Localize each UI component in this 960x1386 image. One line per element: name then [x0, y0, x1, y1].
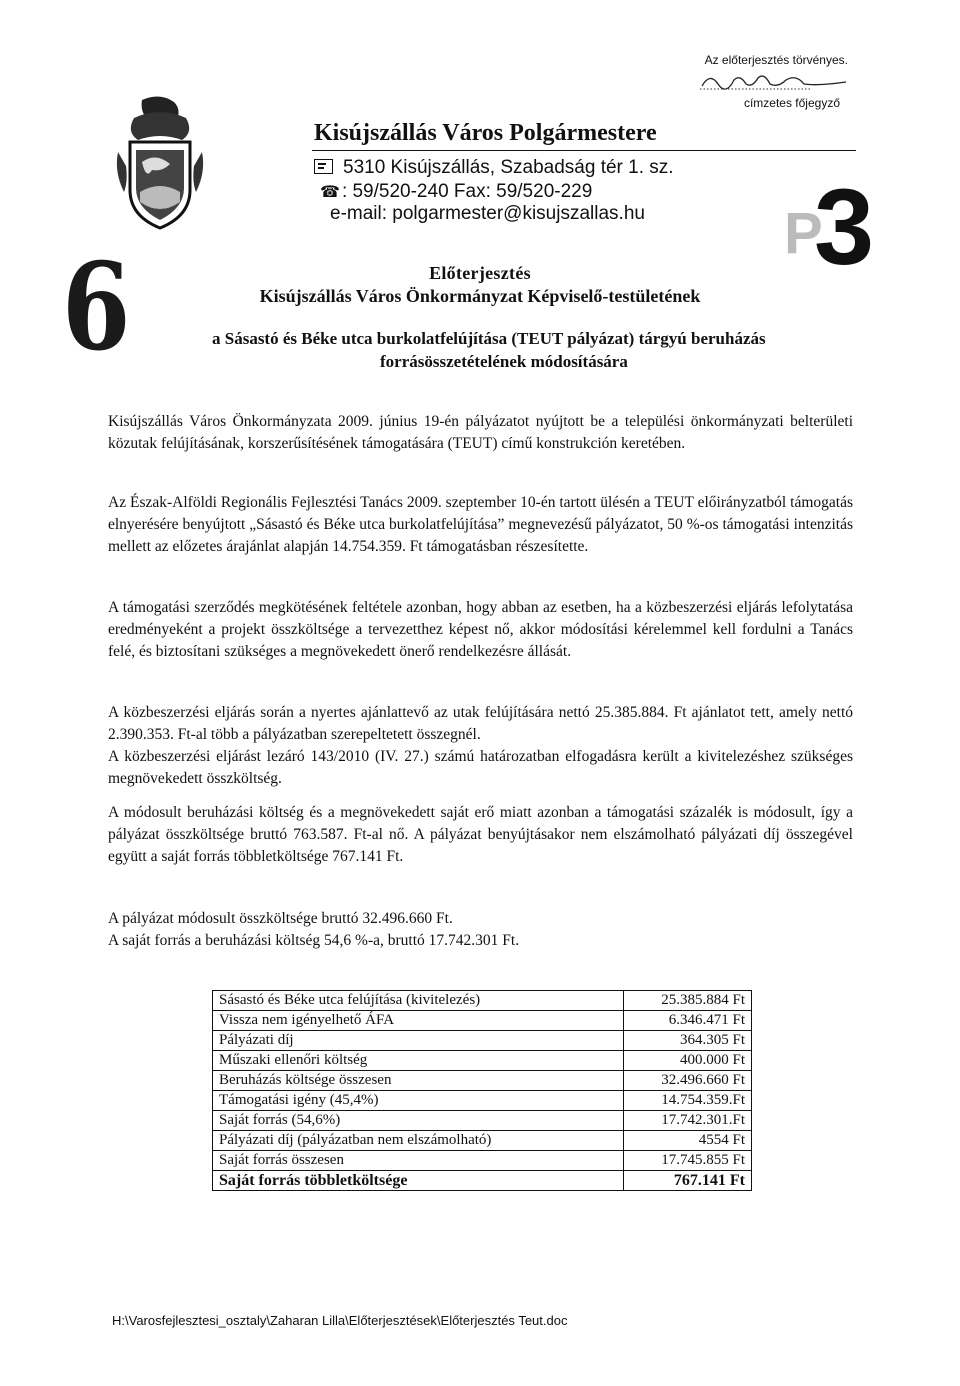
document-type-heading: Előterjesztés — [429, 263, 531, 283]
corner-mark — [784, 166, 894, 287]
table-row — [213, 1031, 752, 1051]
addressee-heading: Kisújszállás Város Önkormányzat Képviselő-testületének — [259, 286, 701, 306]
table-row — [213, 1171, 752, 1191]
paragraph-procurement-offer: A közbeszerzési eljárás során a nyertes ajánlattevő az utak felújítására nettó 25.385.884. Ft ajánlatot tett, amely nettó 2.390.353. Ft-al több a pályázatban szerepeltetett összegnél. — [108, 704, 853, 743]
row-label: Saját forrás többletköltsége — [213, 1171, 624, 1191]
cost-summary-table — [212, 990, 752, 1191]
table-row — [213, 1011, 752, 1031]
row-value: 17.745.855 Ft — [624, 1151, 752, 1171]
table-row — [213, 991, 752, 1011]
row-label: Vissza nem igényelhető ÁFA — [213, 1011, 624, 1031]
row-label: Pályázati díj (pályázatban nem elszámolható) — [213, 1131, 624, 1151]
paragraph-application: Kisújszállás Város Önkormányzata 2009. június 19-én pályázatot nyújtott be a települési önkormányzati belterületi közutak felújításának, korszerűsítésének támogatására (TEUT) című konstrukción keretében. — [108, 413, 853, 452]
agenda-item-number: 6 — [62, 237, 131, 378]
row-value: 364.305 Ft — [624, 1031, 752, 1051]
table-row — [213, 1091, 752, 1111]
table-row — [213, 1051, 752, 1071]
paragraph-totals — [108, 908, 853, 952]
table-row — [213, 1151, 752, 1171]
paragraph-modified-cost: A módosult beruházási költség és a megnövekedett saját erő miatt azonban a támogatási százalék is módosult, így a pályázat összköltsége bruttó 763.587. Ft-al nő. A pályázat benyújtásakor nem elszámolható pályázati díj összegével együtt a saját forrás többletköltsége 767.141 Ft. — [108, 804, 853, 865]
row-value: 32.496.660 Ft — [624, 1071, 752, 1091]
row-value: 400.000 Ft — [624, 1051, 752, 1071]
row-value: 6.346.471 Ft — [624, 1011, 752, 1031]
coat-of-arms-icon — [112, 92, 208, 232]
paragraph-procurement-resolution: A közbeszerzési eljárást lezáró 143/2010 (IV. 27.) számú határozatban elfogadásra került a kivitelezéshez szükséges megnövekedett összköltség. — [108, 748, 853, 787]
subject-heading — [212, 327, 852, 373]
row-value: 767.141 Ft — [624, 1171, 752, 1191]
row-label: Pályázati díj — [213, 1031, 624, 1051]
table-row — [213, 1071, 752, 1091]
row-label: Műszaki ellenőri költség — [213, 1051, 624, 1071]
header-divider — [312, 150, 856, 151]
table-row — [213, 1131, 752, 1151]
row-label: Saját forrás összesen — [213, 1151, 624, 1171]
corner-mark-number: 3 — [814, 166, 875, 287]
row-label: Támogatási igény (45,4%) — [213, 1091, 624, 1111]
paragraph-procurement — [108, 702, 853, 790]
email-line: e-mail: polgarmester@kisujszallas.hu — [330, 203, 645, 224]
row-value: 25.385.884 Ft — [624, 991, 752, 1011]
phone-fax-text: : 59/520-240 Fax: 59/520-229 — [341, 181, 593, 202]
row-label: Beruházás költsége összesen — [213, 1071, 624, 1091]
own-funds-line: A saját forrás a beruházási költség 54,6 %-a, bruttó 17.742.301 Ft. — [108, 932, 520, 949]
cost-summary-body — [213, 991, 752, 1191]
row-value: 4554 Ft — [624, 1131, 752, 1151]
total-cost-line: A pályázat módosult összköltsége bruttó 32.496.660 Ft. — [108, 910, 453, 927]
subject-line-1: a Sásastó és Béke utca burkolatfelújítása (TEUT pályázat) tárgyú beruházás — [212, 329, 766, 348]
handwritten-signature — [700, 70, 850, 92]
organization-title: Kisújszállás Város Polgármestere — [314, 120, 657, 146]
legal-approval-note: Az előterjesztés törvényes. — [704, 53, 848, 67]
corner-mark-letter: P — [784, 201, 823, 266]
telephone-icon: ☎ — [320, 184, 340, 201]
paragraph-council-decision: Az Észak-Alföldi Regionális Fejlesztési Tanács 2009. szeptember 10-én tartott ülésén a TEUT előirányzatból támogatás elnyerésére benyújtott „Sásastó és Béke utca burkolatfelújítása” megnevezésű pályázatot, 50 %-os támogatási intenzitás mellett az előzetes árajánlat alapján 14.754.359. Ft támogatásban részesítette. — [108, 494, 853, 555]
envelope-icon — [314, 159, 333, 174]
subject-line-2: forrásösszetételének módosítására — [380, 352, 628, 371]
address-line — [314, 157, 674, 179]
file-path-footer: H:\Varosfejlesztesi_osztaly\Zaharan Lilla\Előterjesztések\Előterjesztés Teut.doc — [112, 1313, 568, 1328]
row-value: 17.742.301.Ft — [624, 1111, 752, 1131]
row-label: Saját forrás (54,6%) — [213, 1111, 624, 1131]
paragraph-contract-condition: A támogatási szerződés megkötésének feltétele azonban, hogy abban az esetben, ha a közbeszerzési eljárás lefolytatása eredményeként a projekt összköltsége a tervezetthez képest nő, akkor módosítási kérelemmel kell fordulni a Tanács felé, és biztosítani szükséges a megnövekedett önerő rendelkezésre állását. — [108, 599, 853, 660]
row-value: 14.754.359.Ft — [624, 1091, 752, 1111]
signature-caption: címzetes főjegyző — [743, 96, 840, 110]
phone-fax-line — [320, 181, 592, 203]
row-label: Sásastó és Béke utca felújítása (kivitelezés) — [213, 991, 624, 1011]
table-row — [213, 1111, 752, 1131]
address-text: 5310 Kisújszállás, Szabadság tér 1. sz. — [343, 157, 674, 178]
